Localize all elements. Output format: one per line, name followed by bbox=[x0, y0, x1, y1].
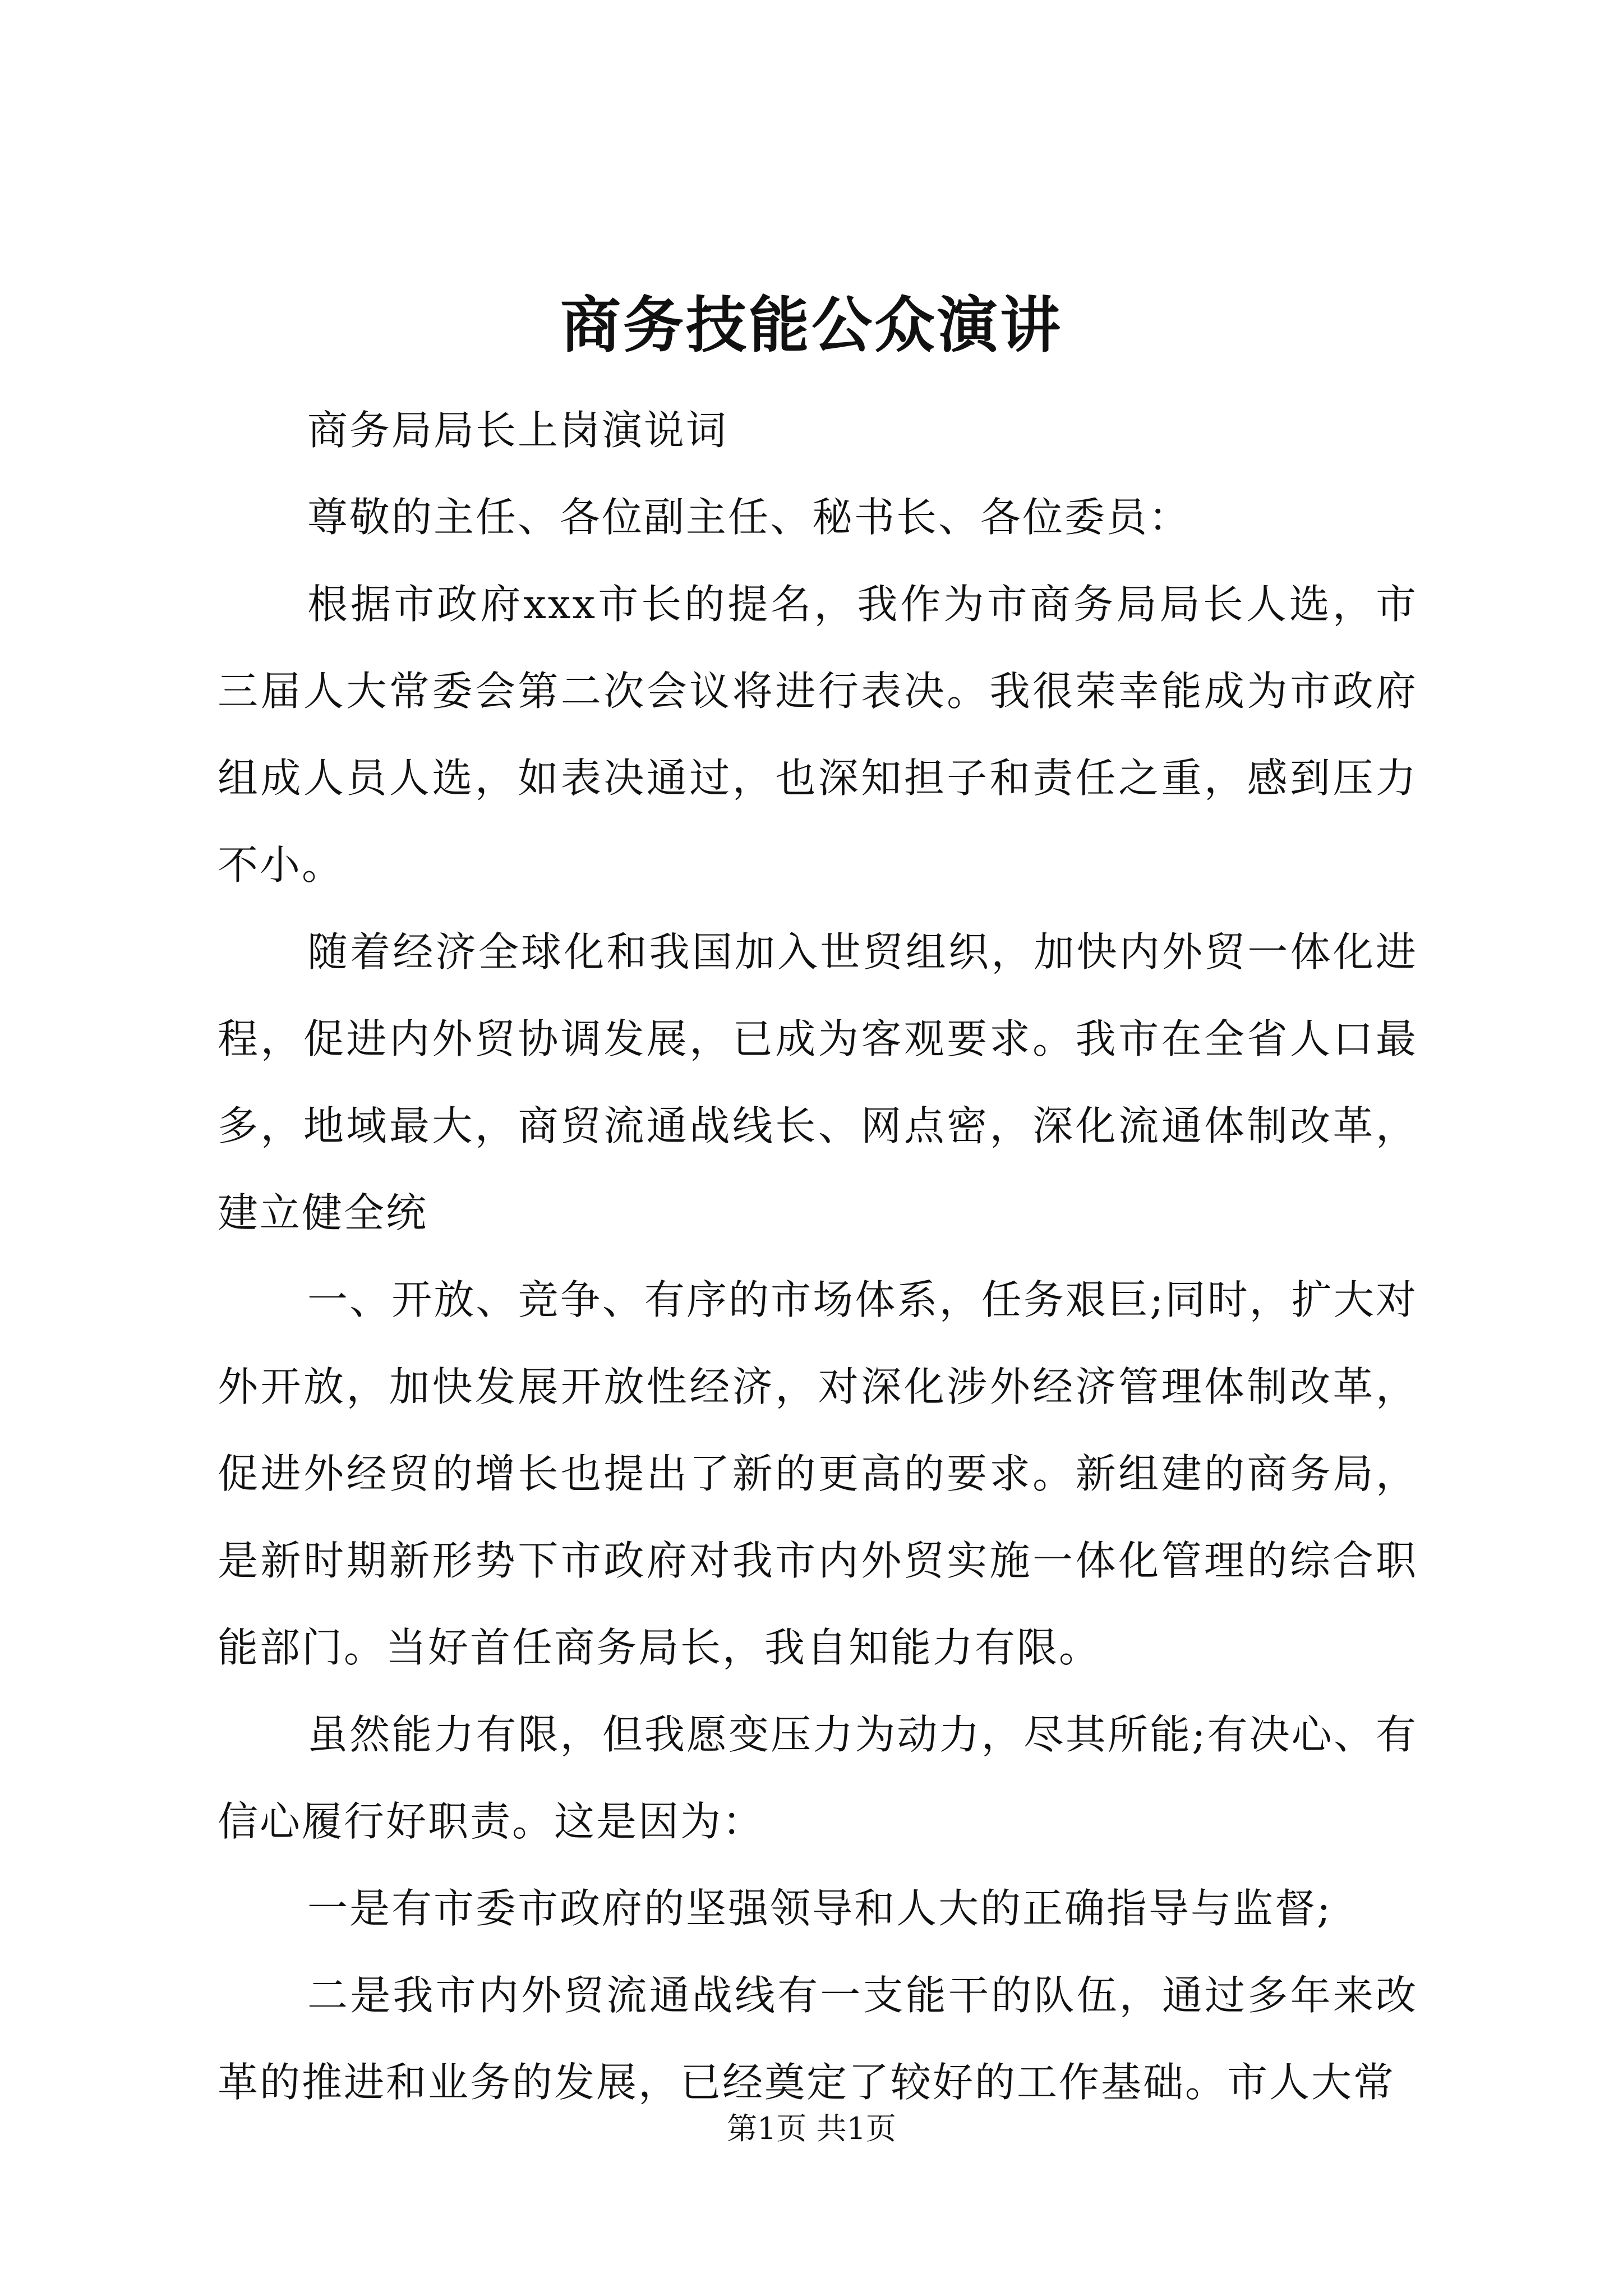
paragraph: 一是有市委市政府的坚强领导和人大的正确指导与监督; bbox=[307, 1885, 1332, 1932]
paragraph: 二是我市内外贸流通战线有一支能干的队伍，通过多年来改革的推进和业务的发展，已经奠定了较好的工作基础。市人大常 bbox=[218, 1972, 1418, 2106]
page-footer: 第1页 共1页 bbox=[727, 2111, 896, 2146]
paragraph: 随着经济全球化和我国加入世贸组织，加快内外贸一体化进程，促进内外贸协调发展，已成为客观要求。我市在全省人口最多，地域最大，商贸流通战线长、网点密，深化流通体制改革，建立健全统 bbox=[218, 928, 1418, 1236]
paragraph: 商务局局长上岗演说词 bbox=[307, 407, 728, 454]
document-body bbox=[218, 387, 1418, 2126]
paragraph: 尊敬的主任、各位副主任、秘书长、各位委员： bbox=[307, 494, 1191, 541]
paragraph: 虽然能力有限，但我愿变压力为动力，尽其所能;有决心、有信心履行好职责。这是因为： bbox=[218, 1711, 1418, 1845]
paragraph: 一、开放、竞争、有序的市场体系，任务艰巨;同时，扩大对外开放，加快发展开放性经济，对深化涉外经济管理体制改革，促进外经贸的增长也提出了新的更高的要求。新组建的商务局，是新时期新形势下市政府对我市内外贸实施一体化管理的综合职能部门。当好首任商务局长，我自知能力有限。 bbox=[218, 1276, 1418, 1671]
document-title: 商务技能公众演讲 bbox=[560, 290, 1063, 361]
paragraph: 根据市政府xxx市长的提名，我作为市商务局局长人选，市三届人大常委会第二次会议将进行表决。我很荣幸能成为市政府组成人员人选，如表决通过，也深知担子和责任之重，感到压力不小。 bbox=[218, 581, 1418, 889]
